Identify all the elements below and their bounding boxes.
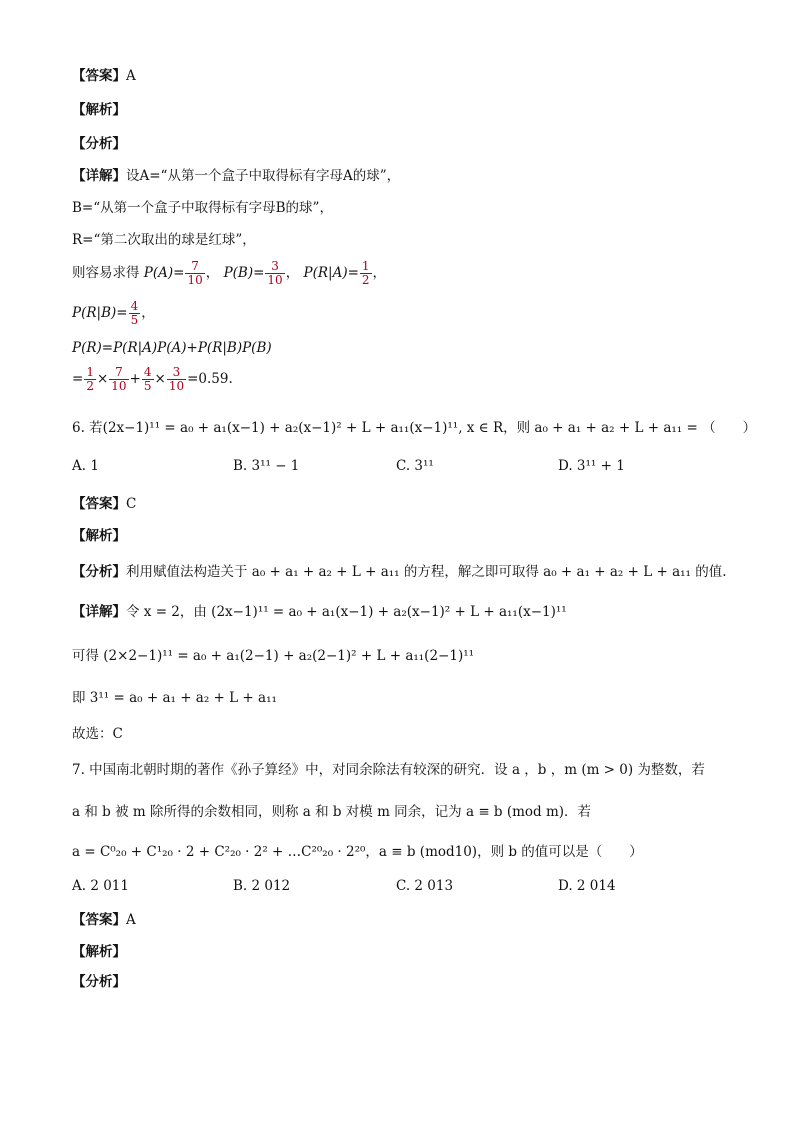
q5-probabilities: 则容易求得 P(A)= $\frac{7}{10}$ ， P(B)= $\frac{3}{10}$ ， P(R|A)= $\frac{1}{2}$ ，: [72, 259, 387, 287]
q6-option-b: B. 3¹¹ − 1: [233, 458, 300, 474]
q5-fenxi-label: 【分析】: [72, 136, 126, 152]
q7-option-a: A. 2 011: [72, 878, 129, 894]
q5-analysis-label: 【解析】: [72, 102, 126, 118]
q5-prb: P(R|B)= $\frac{4}{5}$ ，: [72, 299, 155, 327]
detail-label: 【详解】: [72, 168, 126, 184]
q5-detail-line3: R=“第二次取出的球是红球”，: [72, 232, 256, 248]
fraction: $\frac{1}{2}$: [361, 259, 370, 287]
q6-answer-line: 【答案】C: [72, 496, 137, 512]
q7-option-d: D. 2 014: [558, 878, 616, 894]
q6-detail-line1: 【详解】令 x = 2，由 (2x−1)¹¹ = a₀ + a₁(x−1) + a₂(x−1)² + L + a₁₁(x−1)¹¹: [72, 604, 567, 620]
fraction: $\frac{3}{10}$: [267, 259, 283, 287]
q7-stem-line2: a 和 b 被 m 除所得的余数相同，则称 a 和 b 对模 m 同余，记为 a ≡ b (mod m)．若: [72, 804, 592, 820]
q6-stem: 6. 若(2x−1)¹¹ = a₀ + a₁(x−1) + a₂(x−1)² + L + a₁₁(x−1)¹¹, x ∈ R，则 a₀ + a₁ + a₂ + L + a₁₁ = （ ）: [72, 420, 757, 436]
fraction: $\frac{7}{10}$: [187, 259, 203, 287]
q7-option-b: B. 2 012: [233, 878, 291, 894]
q6-option-a: A. 1: [72, 458, 99, 474]
q7-fenxi-label: 【分析】: [72, 974, 126, 990]
q5-answer-line: [72, 66, 136, 86]
q6-option-c: C. 3¹¹: [396, 458, 434, 474]
q7-option-c: C. 2 013: [396, 878, 454, 894]
answer-label: 【答案】: [72, 68, 126, 84]
q7-stem-line3: a = C⁰₂₀ + C¹₂₀ · 2 + C²₂₀ · 2² + …C²⁰₂₀ · 2²⁰，a ≡ b (mod10)，则 b 的值可以是（ ）: [72, 844, 643, 860]
q7-analysis-label: 【解析】: [72, 944, 126, 960]
q5-detail-line2: B=“从第一个盒子中取得标有字母B的球”，: [72, 200, 333, 216]
q6-detail-line3: 即 3¹¹ = a₀ + a₁ + a₂ + L + a₁₁: [72, 690, 277, 706]
q6-detail-line2: 可得 (2×2−1)¹¹ = a₀ + a₁(2−1) + a₂(2−1)² + L + a₁₁(2−1)¹¹: [72, 648, 475, 664]
q7-answer-line: 【答案】A: [72, 912, 136, 928]
q6-option-d: D. 3¹¹ + 1: [558, 458, 625, 474]
q6-analysis-label: 【解析】: [72, 528, 126, 544]
answer-value: A: [126, 68, 136, 84]
fraction: $\frac{4}{5}$: [130, 299, 139, 327]
q5-detail-line1: 【详解】设A=“从第一个盒子中取得标有字母A的球”，: [72, 168, 401, 184]
q5-total-prob: P(R)=P(R|A)P(A)+P(R|B)P(B): [72, 340, 272, 356]
q6-choose: 故选：C: [72, 726, 123, 742]
q5-calc: = $\frac{1}{2}$ × $\frac{7}{10}$ + $\frac{4}{5}$ × $\frac{3}{10}$ =0.59.: [72, 365, 233, 393]
q7-stem-line1: 7. 中国南北朝时期的著作《孙子算经》中，对同余除法有较深的研究．设 a ，b ，m (m > 0) 为整数，若: [72, 762, 705, 778]
q6-fenxi: 【分析】利用赋值法构造关于 a₀ + a₁ + a₂ + L + a₁₁ 的方程，解之即可取得 a₀ + a₁ + a₂ + L + a₁₁ 的值.: [72, 564, 727, 580]
